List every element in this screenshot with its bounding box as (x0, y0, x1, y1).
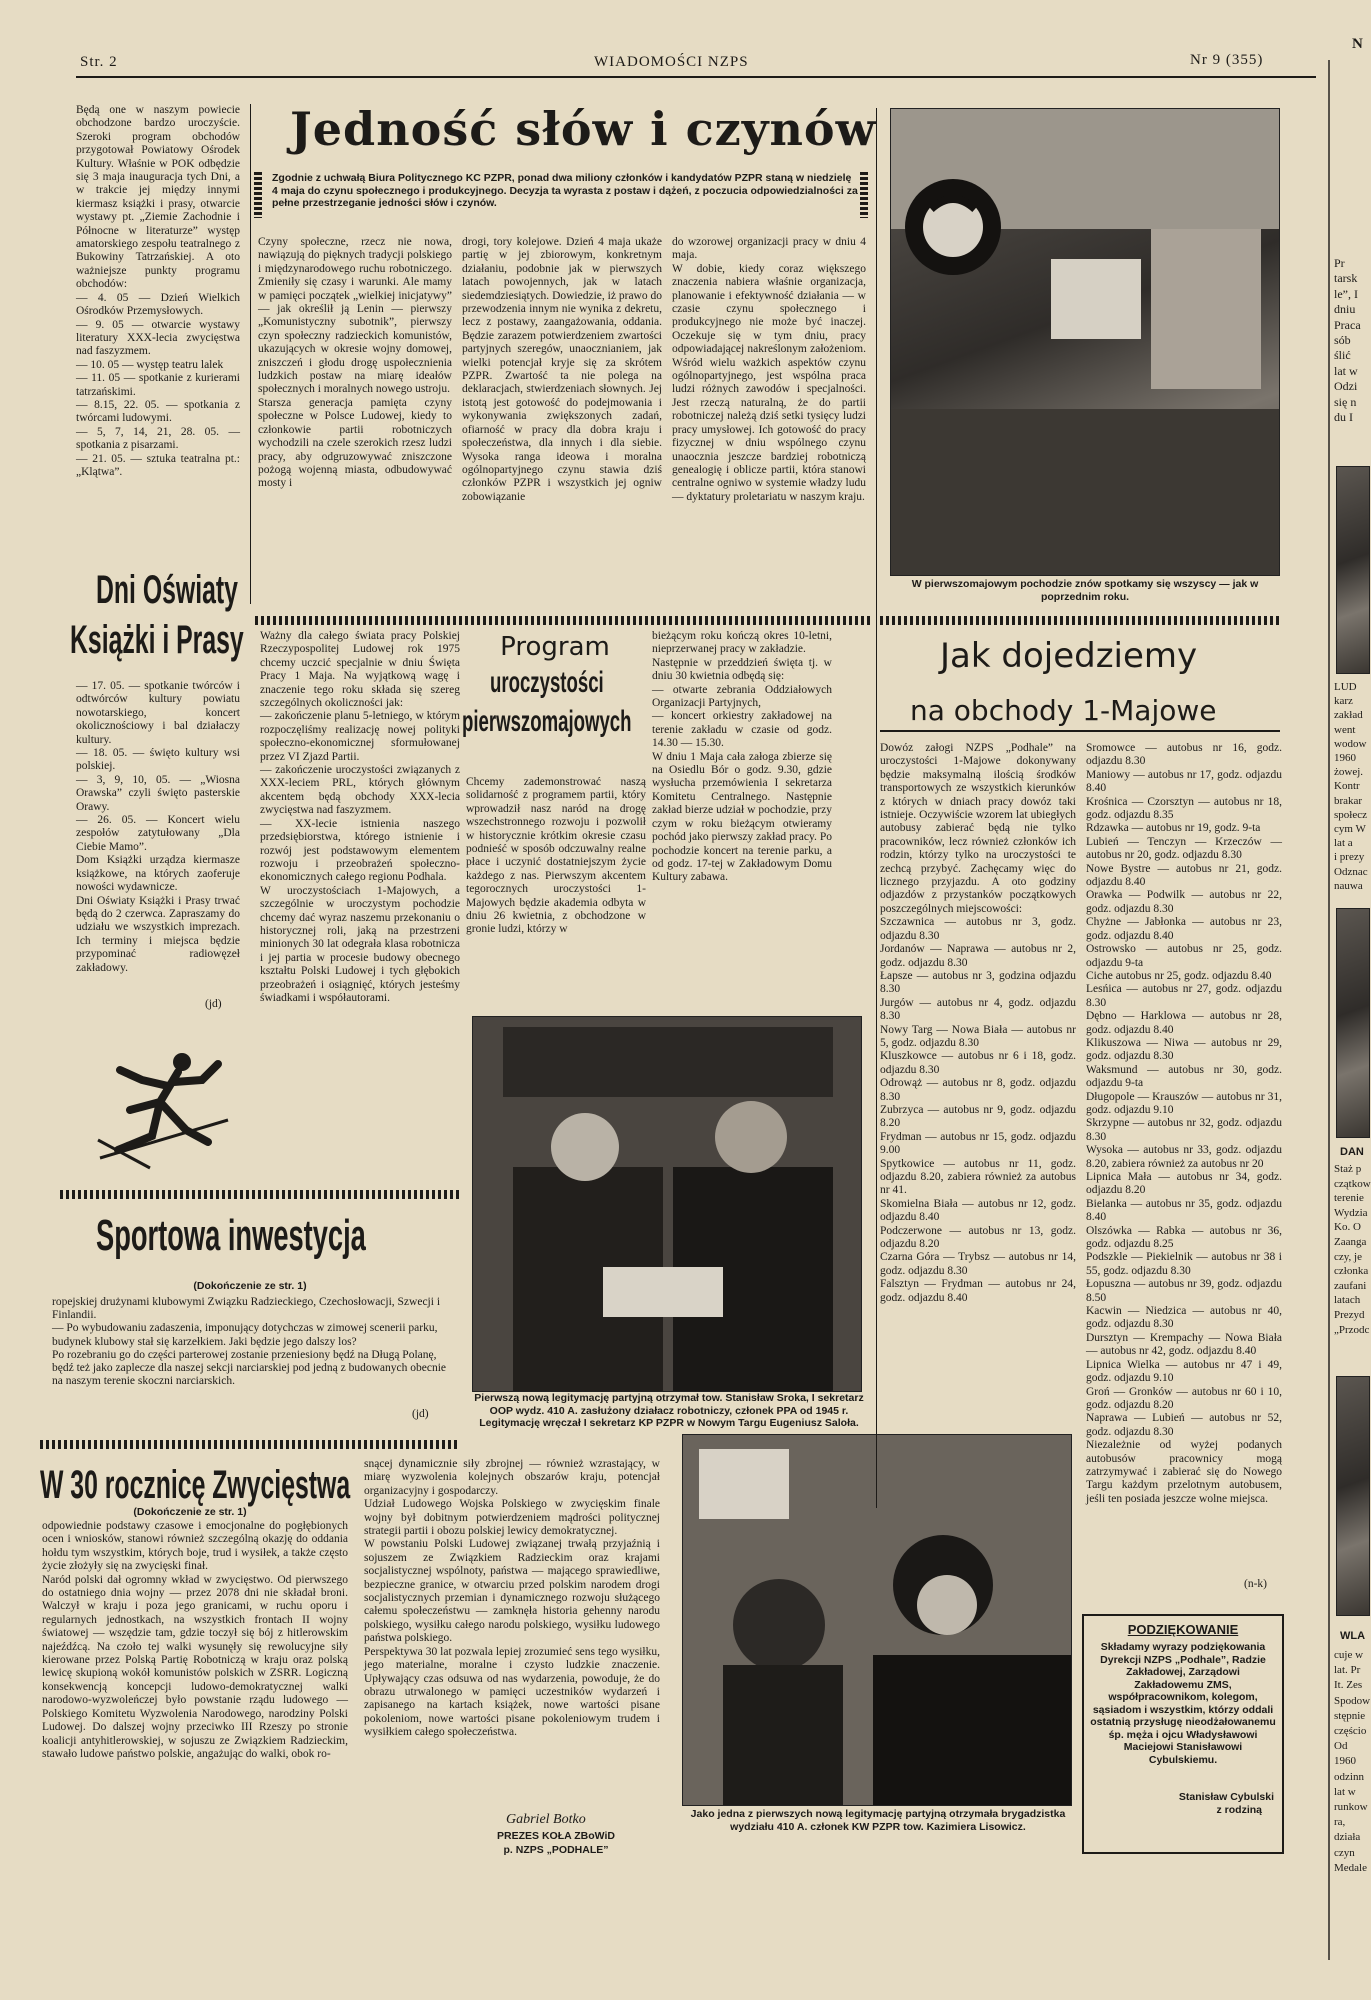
right-edge-portrait-3 (1336, 1376, 1370, 1616)
right-edge-snippet-2: LUD karz zakład went wodow 1960 żowej. Kontr brakar społecz cym W lat a i prezy Odznac nauwa (1334, 681, 1368, 892)
right-edge-portrait-2 (1336, 908, 1370, 1138)
program-right-col: bieżącym roku kończą okres 10-letni, nieprzerwanej pracy w zakładzie. Następnie w przeddzień święta tj. w dniu 30 kwietnia odbędą się: — otwarte zebrania Oddziałowych Organizacji Partyjnych, — koncert orkiestry zakładowej na terenie zakładu w czasie od godz. 14.30 — 15.30. W dniu 1 Maja cała załoga zbierze się na Osiedlu Bór o godz. 9.30, gdzie wysłucha przemówienia I sekretarza Komitetu Centralnego. Następnie zakład bierze udział w pochodzie, przy czym w roku bieżącym otwieramy pochód jako pierwszy zakład pracy. Po pochodzie koncert na terenie parku, a od godz. 17-tej w Zakładowym Domu Kultury zabawa. (652, 630, 832, 884)
dni-oswiaty-title-line2: Książki i Prasy (70, 618, 244, 662)
jak-sign: (n-k) (1244, 1578, 1267, 1590)
right-edge-snippet-4: cuje w lat. Pr It. Zes Spodow stępnie częścio Od 1960 odzinn lat w runkow ra, działa czyn Medale (1334, 1649, 1371, 1874)
jak-right-col: Sromowce — autobus nr 16, godz. odjazdu 8.30 Maniowy — autobus nr 17, godz. odjazdu 8.40 Krośnica — Czorsztyn — autobus nr 18, godz. odjazdu 8.35 Rdzawka — autobus nr 19, godz. 9-ta Lubień — Tenczyn — Krzeczów — autobus nr 20, godz. odjazdu 8.30 Nowe Bystre — autobus nr 21, godz. odjazdu 8.40 Orawka — Podwilk — autobus nr 22, godz. odjazdu 8.30 Chyżne — Jabłonka — autobus nr 23, godz. odjazdu 8.40 Ostrowsko — autobus nr 25, godz. odjazdu 9-ta Ciche autobus nr 25, godz. odjazdu 8.40 Lesńica — autobus nr 27, godz. odjazdu 8.30 Dębno — Harklowa — autobus nr 28, godz. odjazdu 8.40 Klikuszowa — Niwa — autobus nr 29, godz. odjazdu 8.30 Waksmund — autobus nr 30, godz. odjazdu 9-ta Długopole — Krauszów — autobus nr 31, godz. odjazdu 9.10 Skrzypne — autobus nr 32, godz. odjazdu 8.30 Wysoka — autobus nr 33, godz. odjazdu 8.20, zabiera również za autobus nr 20 Lipnica Mała — autobus nr 34, godz. odjazdu 8.20 Bielanka — autobus nr 35, godz. odjazdu 8.40 Olszówka — Rabka — autobus nr 36, godz. odjazdu 8.25 Podszkle — Piekielnik — autobus nr 38 i 55, godz. odjazdu 8.30 Łopuszna — autobus nr 39, godz. odjazdu 8.50 Kacwin — Niedzica — autobus nr 40, godz. odjazdu 8.30 Dursztyn — Krempachy — Nowa Biała — autobus nr 42, godz. odjazdu 8.40 Lipnica Wielka — autobus nr 47 i 49, godz. odjazdu 9.10 Groń — Gronków — autobus nr 60 i 10, godz. odjazdu 8.20 Naprawa — Lubień — autobus nr 52, godz. odjazdu 8.30 Niezależnie od wyżej podanych autobusów pracownicy mogą zatrzymywać i zabierać się do Nowego Targu każdym przelotnym autobusem, jeśli ten posiada jeszcze wolne miejsca. (1086, 742, 1282, 1505)
header-rule (76, 76, 1316, 78)
sport-text: ropejskiej drużynami klubowymi Związku Radzieckiego, Czechosłowacji, Szwecji i Finlandii. — Po wybudowaniu zadaszenia, imponujący dotychczas w zimowej scenerii parku, budynek klubowy stał się karzełkiem. Jaki będzie jego dalszy los? Po rozebraniu go do części parterowej zostanie przeniesiony będź na Długą Polanę, będź też jako zaplecze dla naszej sekcji narciarskiej pod jedną z budowanych obecnie na naszym terenie skoczni narciarskich. (52, 1296, 447, 1388)
dni-oswiaty-title (70, 568, 250, 674)
program-title-line2: uroczystości (490, 666, 604, 699)
program-left-col: Ważny dla całego świata pracy Polskiej Rzeczypospolitej Ludowej rok 1975 chcemy uczcić specjalnie w dniu Święta Pracy 1 Maja. Na wyjątkową wagę i znaczenie tego roku składa się szereg szczególnych okoliczności jak: — zakończenie planu 5-letniego, w którym rozpoczęliśmy realizację nowej polityki społeczno-ekonomicznej sformułowanej przez VI Zjazd Partii. — zakończenie uroczystości związanych z XXX-leciem PRL, których głównym akcentem będą obchody XXX-lecia zwycięstwa nad faszyzmem. — XX-lecie istnienia naszego przedsiębiorstwa, którego istnienie i rozwój jest podstawowym elementem rozwoju i przeobrażeń społeczno-ekonomicznych całego regionu Podhala. W uroczystościach 1-Majowych, a szczególnie w uroczystym pochodzie chcemy dać wyraz naszemu przekonaniu o historycznej roli, jaką na przestrzeni minionych 30 lat odegrała klasa robotnicza i jej partia w procesie budowy obecnego kształtu Polski Ludowej i tych głębokich przeobrażeń i osiągnięć, których jesteśmy świadkami i współautorami. (260, 630, 460, 1004)
woman-photo-caption: Jako jedna z pierwszych nową legitymację partyjną otrzymała brygadzistka wydziału 410 A. członek KW PZPR tow. Kazimiera Lisowicz. (690, 1808, 1066, 1833)
left-column-text: Będą one w naszym powiecie obchodzone bardzo uroczyście. Szeroki program obchodów przygotował Powiatowy Ośrodek Kultury. Właśnie w POK odbędzie się 3 maja inauguracja tych Dni, a w trakcie jej między innymi kiermasz książki i prasy, otwarcie wystawy pt. „Ziemie Zachodnie i Północne w literaturze” występ amatorskiego zespołu teatralnego z Bukowiny Tatrzańskiej. A oto ważniejsze punkty programu obchodów: — 4. 05 — Dzień Wielkich Ośrodków Przemysłowych. — 9. 05 — otwarcie wystawy literatury XXX-lecia zwycięstwa nad faszyzmem. — 10. 05 — występ teatru lalek — 11. 05 — spotkanie z kurierami tatrzańskimi. — 8.15, 22. 05. — spotkania z twórcami ludowymi. — 5, 7, 14, 21, 28. 05. — spotkania z pisarzami. — 21. 05. — sztuka teatralna pt.: „Klątwa”. (76, 104, 240, 478)
podziekowanie-sign1: Stanisław Cybulski (1178, 1791, 1274, 1803)
main-lead-right-bar (860, 172, 868, 218)
sport-sign: (jd) (412, 1408, 429, 1420)
jak-title-line1: Jak dojedziemy (940, 636, 1198, 676)
parade-photo-caption: W pierwszomajowym pochodzie znów spotkamy się wszyscy — jak w poprzednim roku. (911, 578, 1259, 603)
program-title-line3: pierwszomajowych (462, 705, 632, 738)
column-rule-mid (876, 108, 877, 1508)
w30-col1: odpowiednie podstawy czasowe i emocjonalne do pogłębionych ocen i wniosków, stanowi również szczególną okazję do oddania hołdu tym wszystkim, których boje, trud i wysiłek, a także często życie złożyły się na zwycięski finał. Naród polski dał ogromny wkład w zwycięstwo. Od pierwszego do ostatniego dnia wojny — przez 2078 dni nie składał broni. Walczył w kraju i poza jego granicami, w ruchu oporu i regularnych jednostkach, na wszystkich frontach II wojny światowej — wszędzie tam, gdzie toczył się bój z hitlerowskim najeźdźcą. Na czoło tej walki wysunęły się rewolucyjne siły kierowane przez Polską Partię Robotniczą w kraju oraz polską lewicę skupioną wokół komunistów polskich w ZSRR. Logiczną konsekwencją koncepcji ludowo-demokratycznej walki narodowo-wyzwoleńczej było powstanie rządu ludowego — Polskiego Komitetu Wyzwolenia Narodowego, narodziny Polski Ludowej. Do dalszej wojny przeciwko III Rzeszy po stronie koalicji antyhitlerowskiej, w sojuszu ze Związkiem Radzieckim, stawało ludowe państwo polskie, angażując do walki, obok ro- (42, 1520, 348, 1760)
dni-oswiaty-title-line1: Dni Oświaty (96, 568, 238, 612)
jak-title-rule (880, 730, 1280, 732)
main-article-title: Jedność słów i czynów (290, 102, 877, 156)
sport-cont: (Dokończenie ze str. 1) (193, 1280, 307, 1292)
separator-top-row (255, 616, 873, 625)
right-edge-snippet-1: Pr tarsk le”, I dniu Praca sób ślić lat w Odzi się n du I (1334, 256, 1361, 425)
podziekowanie-box (1082, 1614, 1284, 1854)
separator-sport (60, 1190, 460, 1199)
main-article-col3: do wzorowej organizacji pracy w dniu 4 maja. W dobie, kiedy coraz większego znaczenia nabiera właśnie organizacja, planowanie i efektywność działania — w czasie czynu społecznego i produkcyjnego nie może być inaczej. Oczekuje się w tym dniu, pracy odpowiadającej nakreślonym założeniom. Wśród wielu ważkich aspektów czynu ogólnopartyjnego, jest wspólna praca ludzi różnych zawodów i specjalności. Jest rzeczą naturalną, że do partii robotniczej należą dziś setki tysięcy ludzi pracy umysłowej. Ich gotowość do pracy fizycznej w dniu wspólnego czynu unaocznia jeszcze bardziej robotniczą genealogię i oblicze partii, która stanowi centralne ogniwo w systemie władzy ludu — dyktatury proletariatu w naszym kraju. (672, 236, 866, 503)
sport-title-box (96, 1208, 456, 1268)
parade-photo (890, 108, 1280, 576)
right-edge-label-dan: DAN (1340, 1146, 1364, 1158)
sport-title: Sportowa inwestycja (96, 1211, 366, 1260)
program-title-box (462, 630, 648, 766)
award-photo (472, 1016, 862, 1392)
w30-col2: snącej dynamicznie siły zbrojnej — również wzrastający, w miarę wyzwolenia kolejnych obszarów kraju, potencjał organizacyjny i gospodarczy. Udział Ludowego Wojska Polskiego w zwycięskim finale wojny był dobitnym potwierdzeniem mądrości politycznej strategii partii i obozu polskiej lewicy demokratycznej. W powstaniu Polski Ludowej związanej trwałą przyjaźnią i sojuszem ze Związkiem Radzieckim oraz krajami socjalistycznej wspólnoty, państwa — mającego sprawiedliwe, bezpieczne granice, w otwarciu przed polskim narodem drogi socjalistycznych przemian i dynamicznego rozwoju służącego całemu społeczeństwu — zamknęła historia gehenny narodu polskiego, wysiłku całego narodu polskiego, wysiłku ludowego państwa polskiego. Perspektywa 30 lat pozwala lepiej zrozumieć sens tego wysiłku, jego materialne, moralne i czysto ludzkie znaczenie. Upływający czas odsuwa od nas wydarzenia, powoduje, że do obrazu utrwalonego w pamięci uczestników wydarzeń i zapisanego na kartach książek, nowe wartości pisane pokoleniom, nowe wartości pisane pokoleniowym trudem i wysiłkiem całego społeczeństwa. (364, 1458, 660, 1739)
right-edge-divider (1328, 60, 1330, 1960)
award-photo-caption: Pierwszą nową legitymację partyjną otrzymał tow. Stanisław Sroka, I sekretarz OOP wydz. 410 A. zasłużony działacz robotniczy, członek PPA od 1945 r. Legitymację wręczał I sekretarz KP PZPR w Nowym Targu Eugeniusz Saloła. (474, 1392, 864, 1429)
jak-title-line2: na obchody 1-Majowe (910, 694, 1217, 727)
issue-number: Nr 9 (355) (1190, 52, 1264, 68)
right-edge-label-wla: WLA (1340, 1630, 1366, 1642)
right-edge-portrait-1 (1336, 466, 1370, 674)
podziekowanie-sign2: z rodziną (1216, 1803, 1262, 1816)
w30-cont: (Dokończenie ze str. 1) (133, 1506, 247, 1518)
page-number: Str. 2 (80, 54, 118, 70)
podziekowanie-title: PODZIĘKOWANIE (1127, 1622, 1239, 1637)
program-title-line1: Program (500, 632, 610, 662)
dni-oswiaty-sign: (jd) (205, 998, 222, 1010)
jak-left-col: Dowóz załogi NZPS „Podhale” na uroczystości 1-Majowe dokonywany będzie maksymalną ilością środków transportowych ze wszystkich kierunków z których w dniach pracy dowóz taki istnieje. Oczywiście wzorem lat ubiegłych autobusy zabierać będą nie tylko pracowników, lecz również członków ich rodzin, którzy tylko na uroczystości te zechcą przybyć. Zachęcamy więc do licznego przyjazdu. A oto godziny odjazdów z przystanków początkowych poszczególnych miejscowości: Szczawnica — autobus nr 3, godz. odjazdu 8.30 Jordanów — Naprawa — autobus nr 2, godz. odjazdu 8.30 Łapsze — autobus nr 3, godzina odjazdu 8.30 Jurgów — autobus nr 4, godz. odjazdu 8.30 Nowy Targ — Nowa Biała — autobus nr 5, godz. odjazdu 8.30 Kluszkowce — autobus nr 6 i 18, godz. odjazdu 8.30 Odrowąż — autobus nr 8, godz. odjazdu 8.30 Zubrzyca — autobus nr 9, godz. odjazdu 8.20 Frydman — autobus nr 15, godz. odjazdu 9.00 Spytkowice — autobus nr 11, godz. odjazdu 8.20, zabiera również za autobus nr 41. Skomielna Biała — autobus nr 12, godz. odjazdu 8.40 Podczerwone — autobus nr 13, godz. odjazdu 8.20 Czarna Góra — Trybsz — autobus nr 14, godz. odjazdu 8.30 Falsztyn — Frydman — autobus nr 24, godz. odjazdu 8.40 (880, 742, 1076, 1304)
w30-sign-role2: p. NZPS „PODHALE” (503, 1844, 609, 1856)
main-article-col1: Czyny społeczne, rzecz nie nowa, nawiązują do pięknych tradycji polskiego i międzynarodowego ruchu robotniczego. Zmieniły się czasy i warunki. Ale mamy w pamięci początek „wielkiej inicjatywy” — jak określił ją Lenin — pierwszy „Komunistyczny subotnik”, pierwszy czyn społeczny radzieckich komunistów, ukazujących w okresie wojny domowej, zniszczeń i głodu drogę uspołecznienia ludzkich postaw na miarę ideałów społecznych i moralnych nowego ustroju. Starsza generacja pamięta czyny społeczne w Polsce Ludowej, kiedy to członkowie partii robotniczych wychodzili na czele szerokich rzesz ludzi pracy, aby odgruzowywać zniszczone pożogą wojenną miasta, odbudowywać mosty i (258, 236, 452, 490)
w30-title: W 30 rocznicę Zwycięstwa (40, 1463, 351, 1507)
next-page-edge: N (1352, 36, 1364, 52)
column-rule-left (250, 104, 251, 604)
skier-illustration (90, 1040, 230, 1175)
right-edge-snippet-3: Staż p czątkow terenie Wydzia Ko. O Zaanga czy, je członka zaufani latach Prezyd „Przodc (1334, 1163, 1371, 1336)
podziekowanie-text: Składamy wyrazy podziękowania Dyrekcji NZPS „Podhale”, Radzie Zakładowej, Zarządowi Zakładowemu ZMS, współpracownikom, kolegom, sąsiadom i wszystkim, którzy oddali ostatnią przysługę nieodżałowanemu śp. męża i ojcu Władysławowi Maciejowi Stanisławowi Cybulskiemu. (1090, 1641, 1276, 1766)
dni-oswiaty-text: — 17. 05. — spotkanie twórców i odtwórców kultury powiatu nowotarskiego, koncert okolicznościowy i bal działaczy kultury. — 18. 05. — święto kultury wsi polskiej. — 3, 9, 10, 05. — „Wiosna Orawska” czyli święto pasterskie Orawy. — 26. 05. — Koncert wielu zespołów zatytułowany „Dla Ciebie Mamo”. Dom Książki urządza kiermasze książkowe, na których zaoferuje nowości wydawnicze. Dni Oświaty Książki i Prasy trwać będą do 2 czerwca. Zapraszamy do udziału we wszystkich imprezach. Ich terminy i miejsca będzie przypominać radiowęzeł zakładowy. (76, 680, 240, 974)
newspaper-title: WIADOMOŚCI NZPS (594, 54, 749, 70)
separator-w30 (40, 1440, 460, 1449)
separator-top-row-right (880, 616, 1280, 625)
program-mid-col: Chcemy zademonstrować naszą solidarność z programem partii, który wprowadził nasz naród na drogę wszechstronnego rozwoju i pozwolił w historycznie krótkim okresie czasu podnieść w sposób odczuwalny realne płace i uczynić dostatniejszym życie każdego z nas. Pierwszym akcentem tegorocznych uroczystości 1-Majowych będzie akademia odbyta w dniu 26 kwietnia, z obchodzone w gronie ludzi, którzy w (466, 776, 646, 936)
main-article-lead: Zgodnie z uchwałą Biura Politycznego KC PZPR, ponad dwa miliony członków i kandydatów PZPR staną w niedzielę 4 maja do czynu społecznego i produkcyjnego. Decyzja ta wyrasta z postaw i dążeń, z poczucia odpowiedzialności za pełne przestrzeganie jedności słów i czynów. (272, 172, 858, 209)
w30-sign-role1: PREZES KOŁA ZBoWiD (497, 1830, 615, 1842)
woman-photo (682, 1434, 1072, 1806)
main-lead-left-bar (254, 172, 262, 218)
main-article-col2: drogi, tory kolejowe. Dzień 4 maja ukaże partię w jej zbiorowym, konkretnym działaniu, podobnie jak w pierwszych latach powojennych, jak w latach siedemdziesiątych. Dowiedzie, iż prawo do przewodzenia innym nie wynika z dekretu, lecz z postawy, zaangażowania, oddania. Będzie zarazem potwierdzeniem zwartości partyjnych szeregów, unaocznianiem, jak wielki potencjał kryje się za skrótem PZPR. Zwartość ta nie polega na deklaracjach, stwierdzeniach słownych. Jej istotą jest gotowość do podejmowania i wykonywania zwiększonych zadań, ofiarność w pracy dla dobra kraju i społeczeństwa, dla innych i dla siebie. Wysoka ranga ideowa i moralna ogólnopartyjnego czynu stawia dziś członków PZPR i wszystkich jej ogniw zobowiązanie (462, 236, 662, 503)
w30-sign-name: Gabriel Botko (506, 1812, 586, 1827)
